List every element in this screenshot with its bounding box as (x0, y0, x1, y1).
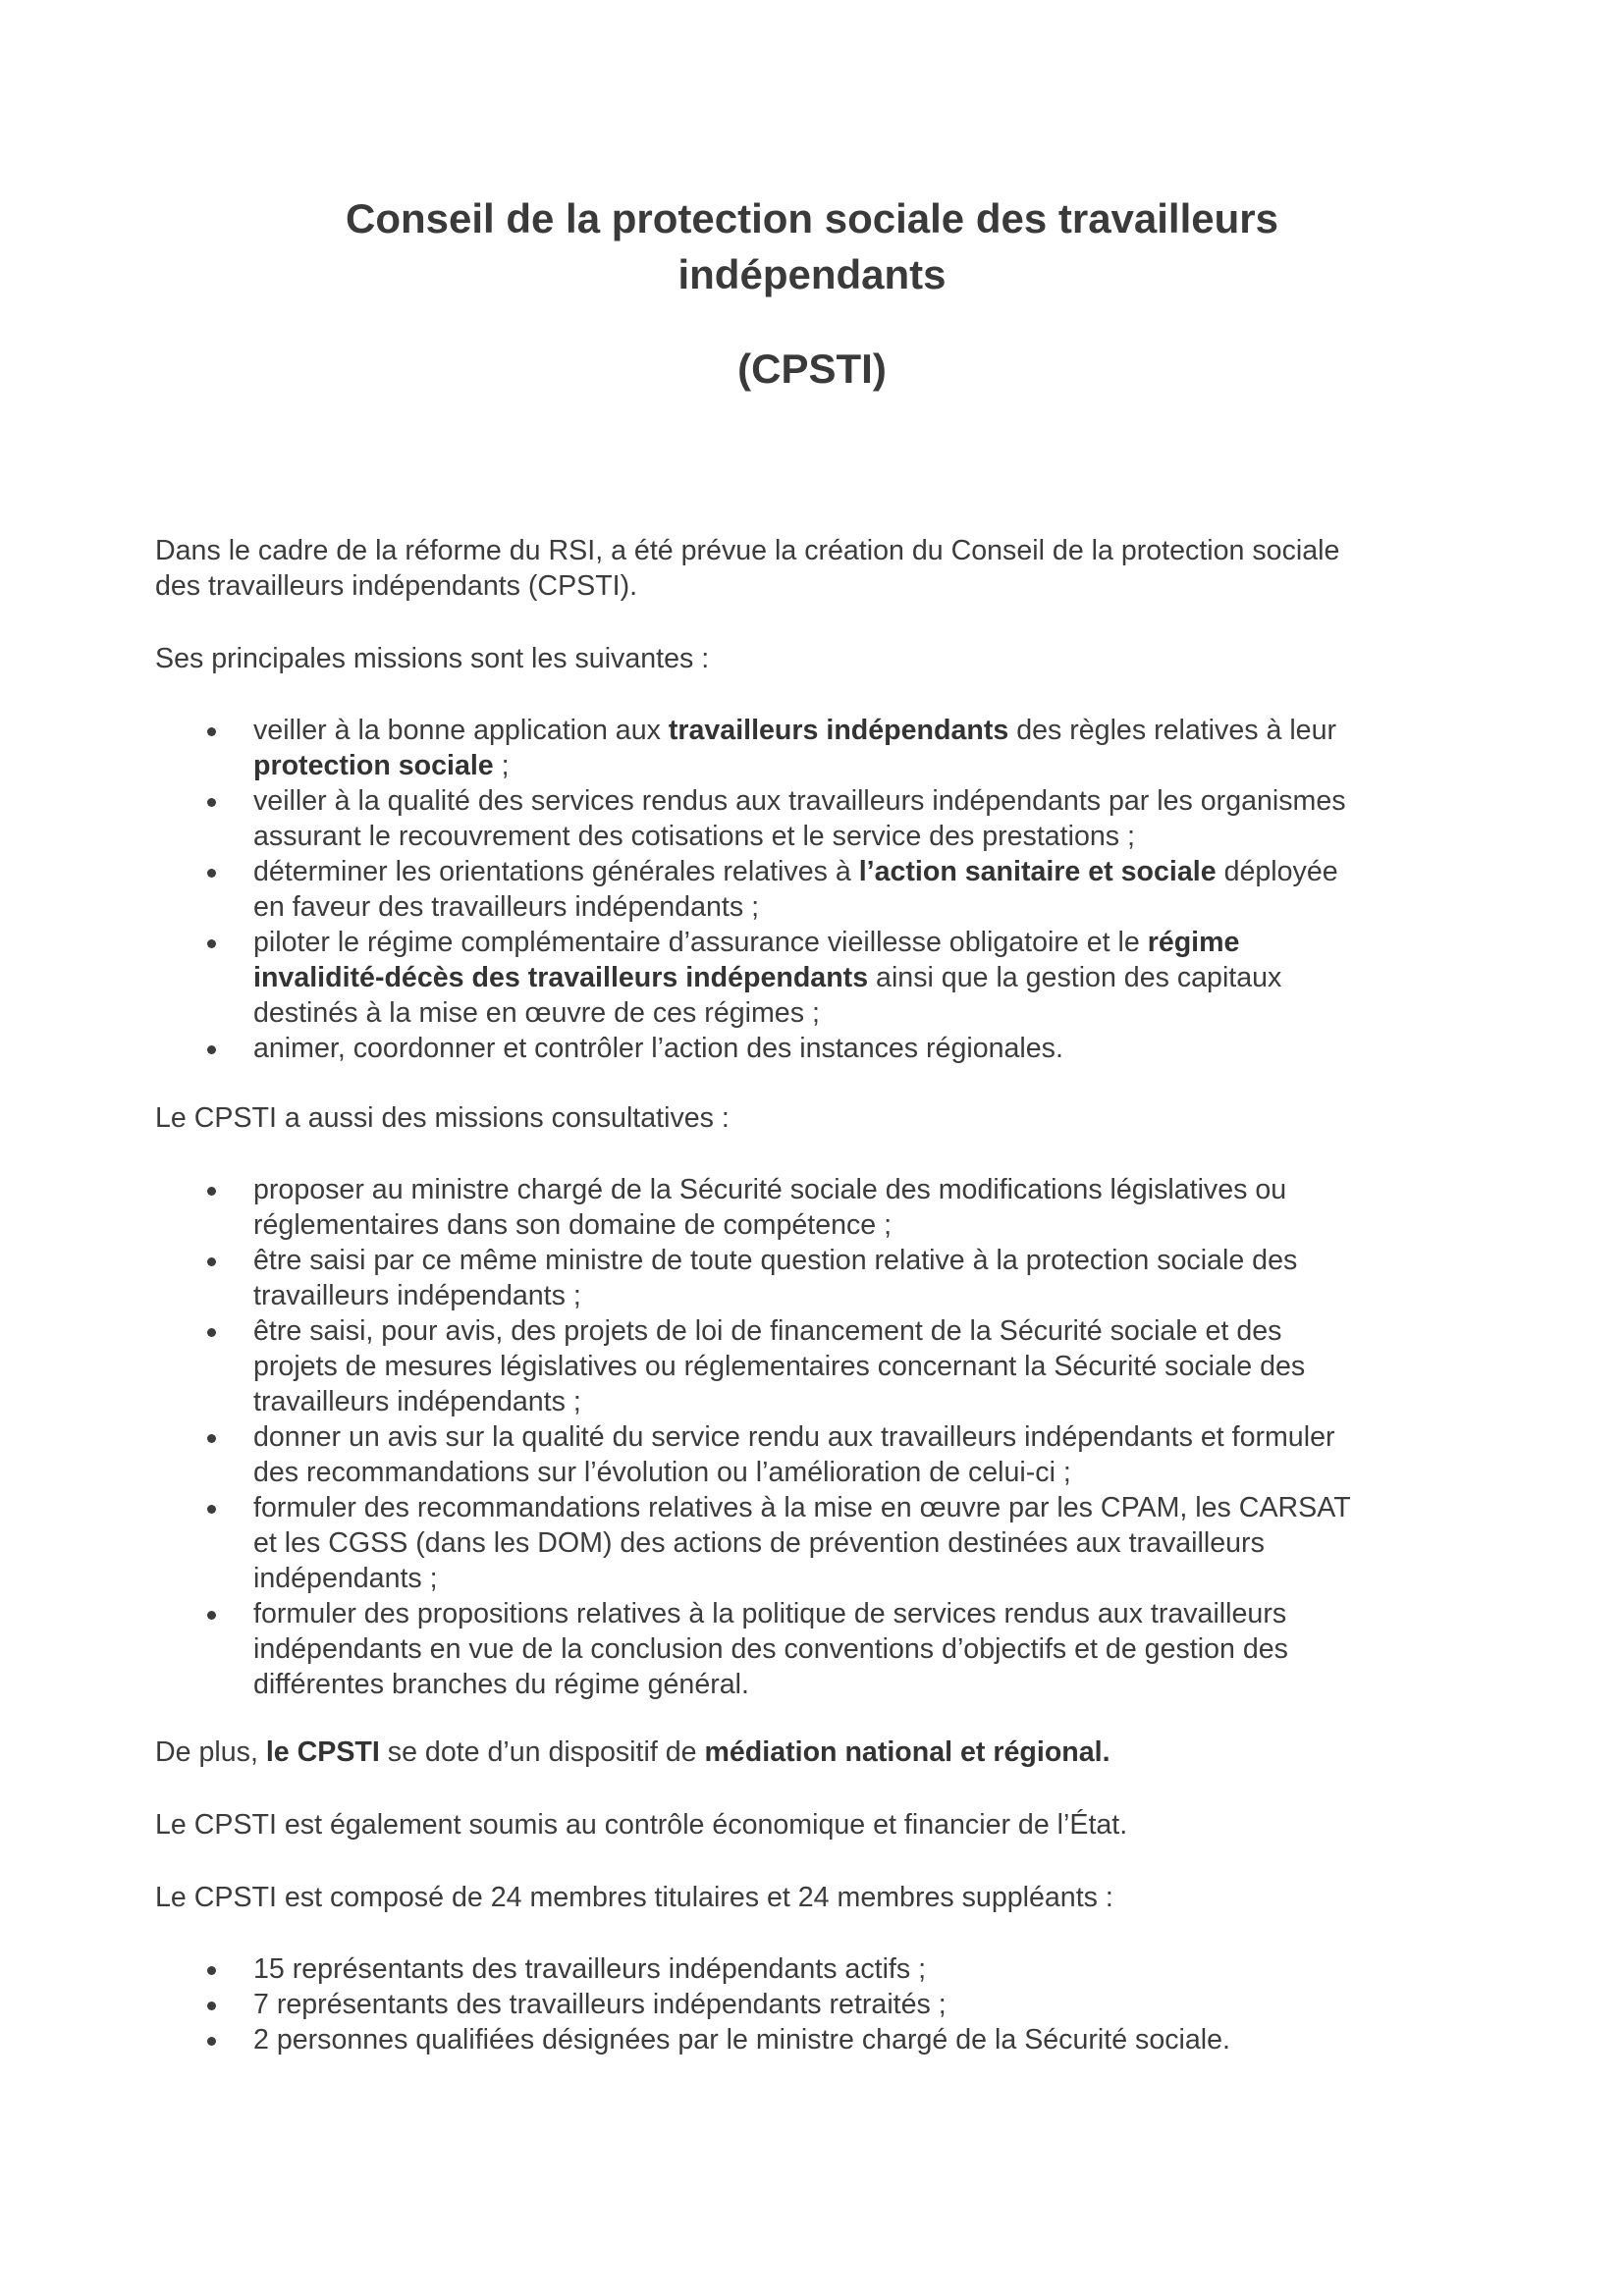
bullet-icon (206, 1987, 218, 2022)
bullet-icon (206, 1419, 218, 1455)
composition-item (0, 1987, 1230, 2022)
bold-text: l’action sanitaire et sociale (858, 856, 1217, 887)
bold-text: travailleurs indépendants (668, 715, 1009, 746)
list-item-line (0, 748, 1346, 783)
list-item-line (0, 1349, 1351, 1384)
mission-item (0, 854, 1346, 925)
list-item-line (0, 1031, 1346, 1066)
text-run: formuler des propositions relatives à la politique de services rendus aux travailleurs (253, 1598, 1287, 1629)
list-item-line (0, 1278, 1351, 1313)
text-run: des règles relatives à leur (1008, 715, 1337, 746)
consultative-mission-item (0, 1243, 1351, 1313)
text-run: assurant le recouvrement des cotisations et le service des prestations ; (253, 821, 1135, 852)
text-run: formuler des recommandations relatives à la mise en œuvre par les CPAM, les CARSAT (253, 1492, 1351, 1523)
text-run: veiller à la bonne application aux (253, 715, 669, 746)
text-run: travailleurs indépendants ; (253, 1280, 581, 1311)
list-item-line (0, 1631, 1351, 1667)
bullet-icon (206, 1490, 218, 1525)
bullet-icon (206, 783, 218, 819)
list-item-line (0, 1561, 1351, 1596)
list-item-line (0, 713, 1346, 748)
text-run: ainsi que la gestion des capitaux (868, 962, 1282, 993)
bullet-icon (206, 1951, 218, 1987)
list-item-text: 2 personnes qualifiées désignées par le ministre chargé de la Sécurité sociale. (253, 2024, 1231, 2056)
mission-item (0, 713, 1346, 783)
composition-heading: Le CPSTI est composé de 24 membres titulaires et 24 membres suppléants : (155, 1882, 1113, 1913)
text-run: réglementaires dans son domaine de compétence ; (253, 1209, 893, 1241)
document-title-line-1: Conseil de la protection sociale des travailleurs (345, 195, 1278, 241)
text-run: De plus, (155, 1736, 266, 1768)
intro-line: Dans le cadre de la réforme du RSI, a été prévue la création du Conseil de la protection sociale (155, 535, 1340, 566)
bold-text: régime (1147, 927, 1240, 958)
bold-text: invalidité-décès des travailleurs indépendants (253, 962, 869, 993)
bullet-icon (206, 1596, 218, 1631)
text-run: être saisi par ce même ministre de toute question relative à la protection sociale des (253, 1245, 1298, 1276)
text-run: et les CGSS (dans les DOM) des actions de prévention destinées aux travailleurs (253, 1527, 1265, 1559)
list-item-line (0, 1419, 1351, 1455)
mediation-paragraph (155, 1735, 1110, 1770)
mission-item (0, 783, 1346, 854)
list-item-text: 7 représentants des travailleurs indépendants retraités ; (253, 1989, 947, 2020)
list-item-line (0, 1172, 1351, 1207)
mission-item (0, 925, 1346, 1031)
bullet-icon (206, 713, 218, 748)
consultative-heading: Le CPSTI a aussi des missions consultatives : (155, 1102, 730, 1134)
list-item-line (0, 1596, 1351, 1631)
mission-item (0, 1031, 1346, 1066)
bullet-icon (206, 1243, 218, 1278)
bold-text: le CPSTI (265, 1736, 380, 1768)
text-run: proposer au ministre chargé de la Sécurité sociale des modifications législatives ou (253, 1174, 1287, 1205)
list-item-line (0, 1243, 1351, 1278)
consultative-mission-item (0, 1596, 1351, 1702)
bold-text: protection sociale (253, 750, 494, 781)
list-item-line (0, 1525, 1351, 1561)
text-run: être saisi, pour avis, des projets de loi de financement de la Sécurité sociale et des (253, 1315, 1282, 1347)
text-run: veiller à la qualité des services rendus aux travailleurs indépendants par les organismes (253, 785, 1346, 817)
bold-text: médiation national et régional. (704, 1736, 1110, 1768)
list-item-line (0, 1313, 1351, 1349)
document-title-acronym: (CPSTI) (737, 346, 887, 392)
text-run: indépendants en vue de la conclusion des conventions d’objectifs et de gestion des (253, 1633, 1288, 1665)
document-title-line-2: indépendants (677, 251, 947, 297)
list-item-line (0, 854, 1346, 889)
missions-list (0, 713, 1346, 1066)
text-run: déterminer les orientations générales relatives à (253, 856, 859, 887)
text-run: se dote d’un dispositif de (379, 1736, 705, 1768)
composition-list (0, 1951, 1230, 2057)
composition-item (0, 1951, 1230, 1987)
list-item-line (0, 1207, 1351, 1243)
bullet-icon (206, 1313, 218, 1349)
consultative-mission-item (0, 1419, 1351, 1490)
composition-item (0, 2022, 1230, 2057)
list-item-line (0, 960, 1346, 995)
list-item-line (0, 1667, 1351, 1702)
text-run: ; (493, 750, 510, 781)
list-item-line (0, 783, 1346, 819)
text-run: animer, coordonner et contrôler l’action des instances régionales. (253, 1033, 1063, 1064)
text-run: piloter le régime complémentaire d’assurance vieillesse obligatoire et le (253, 927, 1148, 958)
intro-line: des travailleurs indépendants (CPSTI). (155, 570, 638, 602)
bullet-icon (206, 1172, 218, 1207)
list-item-line (0, 1455, 1351, 1490)
text-run: travailleurs indépendants ; (253, 1386, 581, 1417)
bullet-icon (206, 854, 218, 889)
missions-heading: Ses principales missions sont les suivantes : (155, 643, 710, 674)
list-item-line (0, 925, 1346, 960)
list-item-line (0, 1384, 1351, 1419)
list-item-line (0, 889, 1346, 925)
consultative-mission-item (0, 1313, 1351, 1419)
consultative-missions-list (0, 1172, 1351, 1702)
list-item-line (0, 819, 1346, 854)
list-item-text: 15 représentants des travailleurs indépendants actifs ; (253, 1953, 927, 1985)
bullet-icon (206, 2022, 218, 2057)
bullet-icon (206, 925, 218, 960)
list-item-line (0, 995, 1346, 1031)
consultative-mission-item (0, 1490, 1351, 1596)
text-run: projets de mesures législatives ou réglementaires concernant la Sécurité sociale des (253, 1351, 1306, 1382)
text-run: indépendants ; (253, 1563, 438, 1594)
state-control-paragraph: Le CPSTI est également soumis au contrôle économique et financier de l’État. (155, 1809, 1128, 1841)
text-run: des recommandations sur l’évolution ou l’amélioration de celui-ci ; (253, 1457, 1071, 1488)
bullet-icon (206, 1031, 218, 1066)
consultative-mission-item (0, 1172, 1351, 1243)
text-run: destinés à la mise en œuvre de ces régimes ; (253, 997, 820, 1029)
intro-paragraph (155, 533, 1339, 604)
text-run: donner un avis sur la qualité du service rendu aux travailleurs indépendants et formuler (253, 1421, 1335, 1453)
text-run: en faveur des travailleurs indépendants ; (253, 891, 760, 923)
text-run: déployée (1216, 856, 1338, 887)
list-item-line (0, 1490, 1351, 1525)
text-run: différentes branches du régime général. (253, 1669, 749, 1700)
